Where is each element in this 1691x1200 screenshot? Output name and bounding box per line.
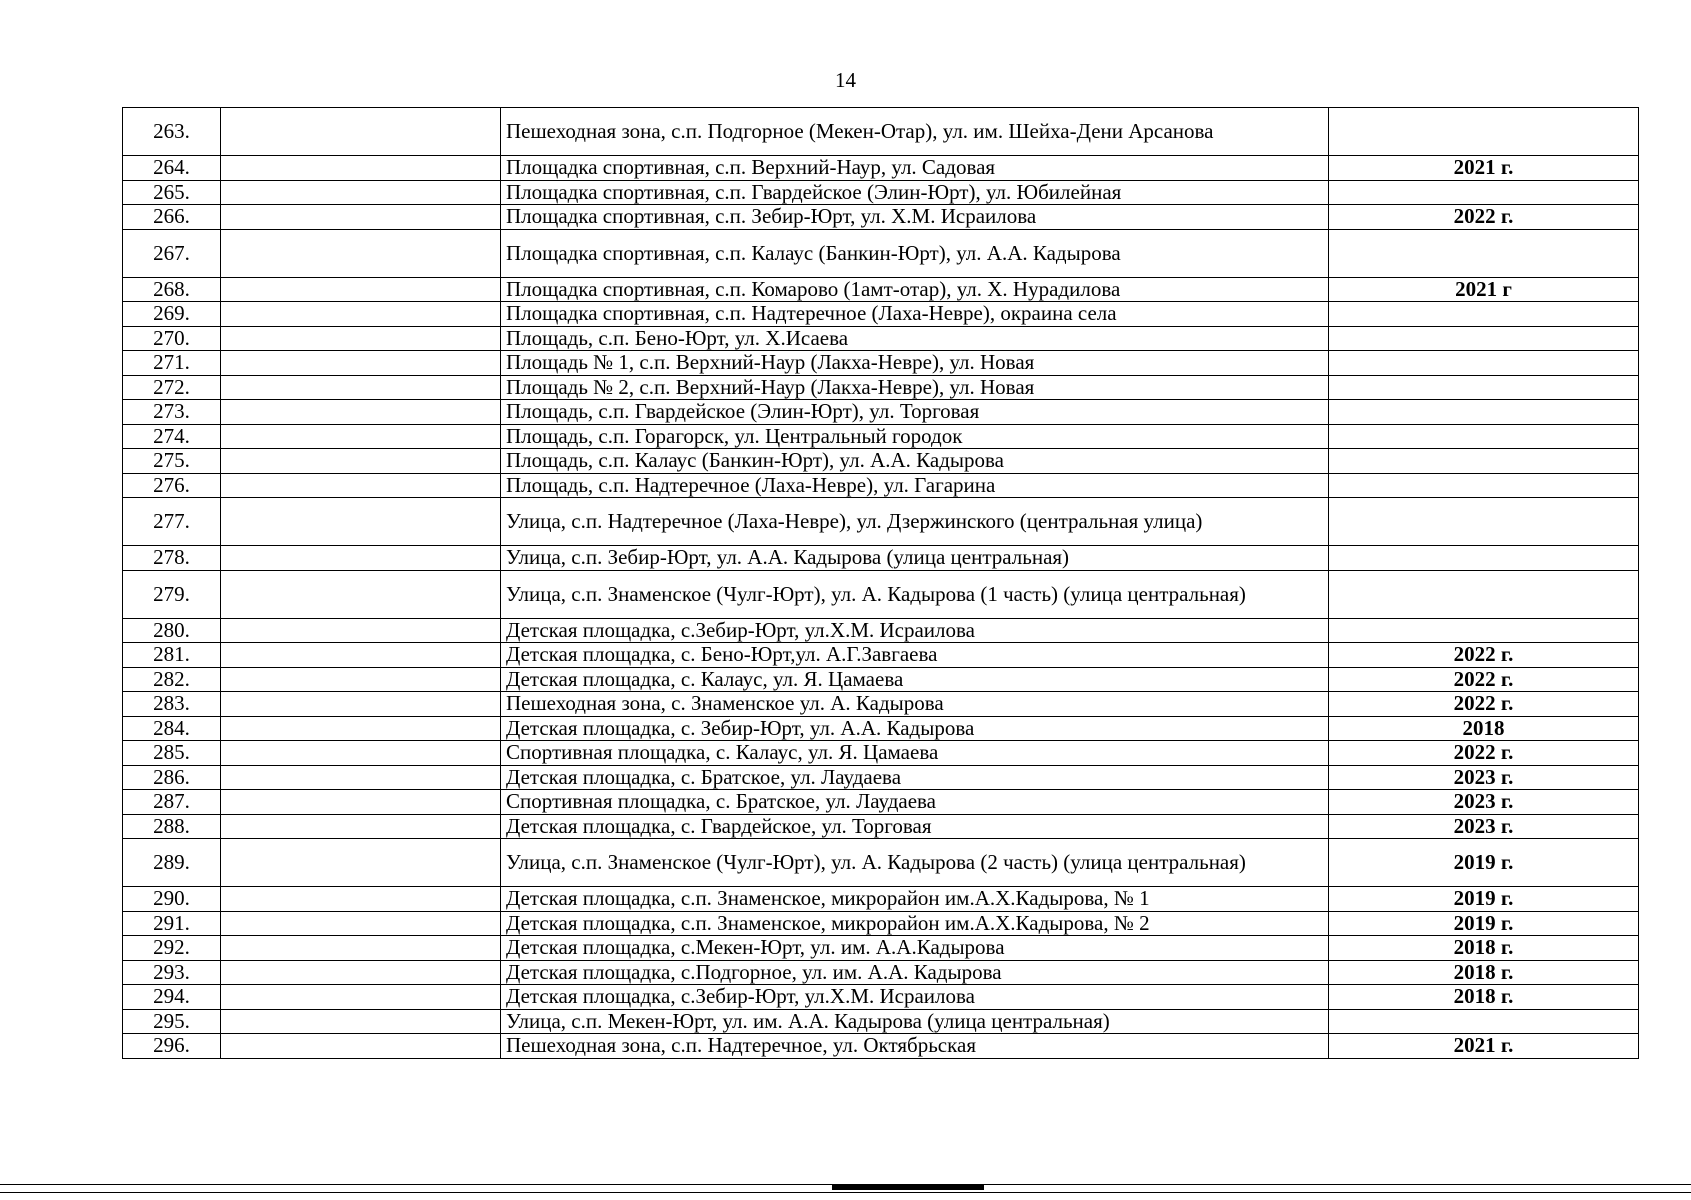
row-number: 284. [123, 716, 221, 741]
year-cell: 2018 г. [1329, 960, 1639, 985]
row-number: 269. [123, 302, 221, 327]
year-cell: 2021 г. [1329, 156, 1639, 181]
empty-cell [221, 790, 501, 815]
row-number: 288. [123, 814, 221, 839]
table-row [123, 716, 1639, 741]
object-name: Площадь, с.п. Калаус (Банкин-Юрт), ул. А.А. Кадырова [501, 449, 1329, 474]
object-name: Спортивная площадка, с. Братское, ул. Лаудаева [501, 790, 1329, 815]
empty-cell [221, 205, 501, 230]
footer-mark [832, 1185, 984, 1190]
table-row [123, 936, 1639, 961]
row-number: 282. [123, 667, 221, 692]
empty-cell [221, 375, 501, 400]
table-row [123, 618, 1639, 643]
empty-cell [221, 936, 501, 961]
year-cell: 2018 г. [1329, 936, 1639, 961]
empty-cell [221, 277, 501, 302]
year-cell: 2023 г. [1329, 814, 1639, 839]
empty-cell [221, 400, 501, 425]
table-row [123, 1034, 1639, 1059]
year-cell: 2023 г. [1329, 790, 1639, 815]
row-number: 271. [123, 351, 221, 376]
object-name: Детская площадка, с.п. Знаменское, микрорайон им.А.Х.Кадырова, № 1 [501, 887, 1329, 912]
year-cell [1329, 326, 1639, 351]
empty-cell [221, 716, 501, 741]
footer-rule-secondary [0, 1192, 1691, 1193]
row-number: 296. [123, 1034, 221, 1059]
year-cell: 2022 г. [1329, 667, 1639, 692]
year-cell: 2019 г. [1329, 839, 1639, 887]
year-cell [1329, 498, 1639, 546]
row-number: 266. [123, 205, 221, 230]
year-cell: 2022 г. [1329, 741, 1639, 766]
year-cell: 2018 [1329, 716, 1639, 741]
row-number: 265. [123, 180, 221, 205]
row-number: 277. [123, 498, 221, 546]
row-number: 273. [123, 400, 221, 425]
table-row [123, 692, 1639, 717]
year-cell [1329, 351, 1639, 376]
year-cell: 2019 г. [1329, 887, 1639, 912]
year-cell: 2019 г. [1329, 911, 1639, 936]
year-cell [1329, 424, 1639, 449]
table-row [123, 277, 1639, 302]
year-cell [1329, 229, 1639, 277]
object-name: Детская площадка, с.Зебир-Юрт, ул.Х.М. Исраилова [501, 618, 1329, 643]
year-cell [1329, 375, 1639, 400]
year-cell: 2021 г [1329, 277, 1639, 302]
year-cell: 2022 г. [1329, 205, 1639, 230]
object-name: Детская площадка, с.Мекен-Юрт, ул. им. А.А.Кадырова [501, 936, 1329, 961]
empty-cell [221, 180, 501, 205]
year-cell: 2021 г. [1329, 1034, 1639, 1059]
table-row [123, 156, 1639, 181]
empty-cell [221, 618, 501, 643]
table-row [123, 643, 1639, 668]
object-name: Площадка спортивная, с.п. Зебир-Юрт, ул. Х.М. Исраилова [501, 205, 1329, 230]
table-row [123, 546, 1639, 571]
object-name: Детская площадка, с. Братское, ул. Лаудаева [501, 765, 1329, 790]
object-name: Площадь, с.п. Бено-Юрт, ул. Х.Исаева [501, 326, 1329, 351]
empty-cell [221, 911, 501, 936]
row-number: 263. [123, 108, 221, 156]
table-row [123, 911, 1639, 936]
row-number: 264. [123, 156, 221, 181]
object-name: Площадка спортивная, с.п. Надтеречное (Лаха-Невре), окраина села [501, 302, 1329, 327]
table-row [123, 473, 1639, 498]
empty-cell [221, 692, 501, 717]
object-name: Площадь, с.п. Надтеречное (Лаха-Невре), ул. Гагарина [501, 473, 1329, 498]
empty-cell [221, 667, 501, 692]
empty-cell [221, 473, 501, 498]
empty-cell [221, 570, 501, 618]
object-name: Детская площадка, с. Калаус, ул. Я. Цамаева [501, 667, 1329, 692]
empty-cell [221, 814, 501, 839]
table-row [123, 351, 1639, 376]
table-row [123, 498, 1639, 546]
year-cell: 2018 г. [1329, 985, 1639, 1010]
empty-cell [221, 108, 501, 156]
row-number: 291. [123, 911, 221, 936]
object-name: Детская площадка, с. Зебир-Юрт, ул. А.А. Кадырова [501, 716, 1329, 741]
row-number: 275. [123, 449, 221, 474]
empty-cell [221, 229, 501, 277]
object-name: Пешеходная зона, с.п. Подгорное (Мекен-Отар), ул. им. Шейха-Дени Арсанова [501, 108, 1329, 156]
row-number: 295. [123, 1009, 221, 1034]
table-row [123, 960, 1639, 985]
registry-table-body [123, 108, 1639, 1059]
empty-cell [221, 741, 501, 766]
row-number: 287. [123, 790, 221, 815]
object-name: Площадка спортивная, с.п. Верхний-Наур, ул. Садовая [501, 156, 1329, 181]
table-row [123, 108, 1639, 156]
object-name: Пешеходная зона, с. Знаменское ул. А. Кадырова [501, 692, 1329, 717]
row-number: 292. [123, 936, 221, 961]
empty-cell [221, 839, 501, 887]
table-row [123, 180, 1639, 205]
row-number: 278. [123, 546, 221, 571]
table-row [123, 887, 1639, 912]
page-number: 14 [835, 68, 856, 92]
table-row [123, 302, 1639, 327]
empty-cell [221, 351, 501, 376]
row-number: 290. [123, 887, 221, 912]
object-name: Улица, с.п. Знаменское (Чулг-Юрт), ул. А. Кадырова (1 часть) (улица центральная) [501, 570, 1329, 618]
table-row [123, 790, 1639, 815]
object-name: Детская площадка, с. Бено-Юрт,ул. А.Г.Завгаева [501, 643, 1329, 668]
row-number: 281. [123, 643, 221, 668]
table-row [123, 229, 1639, 277]
year-cell: 2022 г. [1329, 692, 1639, 717]
year-cell: 2023 г. [1329, 765, 1639, 790]
row-number: 289. [123, 839, 221, 887]
table-row [123, 449, 1639, 474]
table-row [123, 424, 1639, 449]
year-cell: 2022 г. [1329, 643, 1639, 668]
empty-cell [221, 1009, 501, 1034]
object-name: Улица, с.п. Мекен-Юрт, ул. им. А.А. Кадырова (улица центральная) [501, 1009, 1329, 1034]
object-name: Детская площадка, с.Подгорное, ул. им. А.А. Кадырова [501, 960, 1329, 985]
object-name: Детская площадка, с.Зебир-Юрт, ул.Х.М. Исраилова [501, 985, 1329, 1010]
row-number: 285. [123, 741, 221, 766]
row-number: 293. [123, 960, 221, 985]
object-name: Площадка спортивная, с.п. Гвардейское (Элин-Юрт), ул. Юбилейная [501, 180, 1329, 205]
year-cell [1329, 302, 1639, 327]
empty-cell [221, 424, 501, 449]
object-name: Пешеходная зона, с.п. Надтеречное, ул. Октябрьская [501, 1034, 1329, 1059]
empty-cell [221, 156, 501, 181]
row-number: 286. [123, 765, 221, 790]
table-row [123, 326, 1639, 351]
object-name: Площадь № 1, с.п. Верхний-Наур (Лакха-Невре), ул. Новая [501, 351, 1329, 376]
object-name: Площадь, с.п. Гвардейское (Элин-Юрт), ул. Торговая [501, 400, 1329, 425]
object-name: Детская площадка, с. Гвардейское, ул. Торговая [501, 814, 1329, 839]
table-row [123, 985, 1639, 1010]
year-cell [1329, 180, 1639, 205]
year-cell [1329, 1009, 1639, 1034]
table-row [123, 570, 1639, 618]
row-number: 268. [123, 277, 221, 302]
object-name: Улица, с.п. Знаменское (Чулг-Юрт), ул. А. Кадырова (2 часть) (улица центральная) [501, 839, 1329, 887]
empty-cell [221, 643, 501, 668]
table-row [123, 765, 1639, 790]
object-name: Площадь № 2, с.п. Верхний-Наур (Лакха-Невре), ул. Новая [501, 375, 1329, 400]
row-number: 270. [123, 326, 221, 351]
table-row [123, 667, 1639, 692]
table-row [123, 1009, 1639, 1034]
row-number: 280. [123, 618, 221, 643]
object-name: Спортивная площадка, с. Калаус, ул. Я. Цамаева [501, 741, 1329, 766]
table-row [123, 205, 1639, 230]
table-row [123, 400, 1639, 425]
year-cell [1329, 449, 1639, 474]
object-name: Площадка спортивная, с.п. Калаус (Банкин-Юрт), ул. А.А. Кадырова [501, 229, 1329, 277]
year-cell [1329, 618, 1639, 643]
row-number: 294. [123, 985, 221, 1010]
empty-cell [221, 960, 501, 985]
registry-table [122, 107, 1639, 1059]
year-cell [1329, 108, 1639, 156]
empty-cell [221, 546, 501, 571]
empty-cell [221, 302, 501, 327]
year-cell [1329, 570, 1639, 618]
table-row [123, 839, 1639, 887]
object-name: Площадь, с.п. Горагорск, ул. Центральный городок [501, 424, 1329, 449]
row-number: 272. [123, 375, 221, 400]
empty-cell [221, 449, 501, 474]
table-row [123, 375, 1639, 400]
empty-cell [221, 498, 501, 546]
year-cell [1329, 473, 1639, 498]
empty-cell [221, 1034, 501, 1059]
row-number: 283. [123, 692, 221, 717]
table-row [123, 814, 1639, 839]
object-name: Улица, с.п. Надтеречное (Лаха-Невре), ул. Дзержинского (центральная улица) [501, 498, 1329, 546]
row-number: 267. [123, 229, 221, 277]
object-name: Площадка спортивная, с.п. Комарово (1амт-отар), ул. Х. Нурадилова [501, 277, 1329, 302]
empty-cell [221, 326, 501, 351]
row-number: 276. [123, 473, 221, 498]
object-name: Детская площадка, с.п. Знаменское, микрорайон им.А.Х.Кадырова, № 2 [501, 911, 1329, 936]
year-cell [1329, 546, 1639, 571]
row-number: 279. [123, 570, 221, 618]
empty-cell [221, 985, 501, 1010]
empty-cell [221, 887, 501, 912]
object-name: Улица, с.п. Зебир-Юрт, ул. А.А. Кадырова (улица центральная) [501, 546, 1329, 571]
empty-cell [221, 765, 501, 790]
table-row [123, 741, 1639, 766]
year-cell [1329, 400, 1639, 425]
row-number: 274. [123, 424, 221, 449]
